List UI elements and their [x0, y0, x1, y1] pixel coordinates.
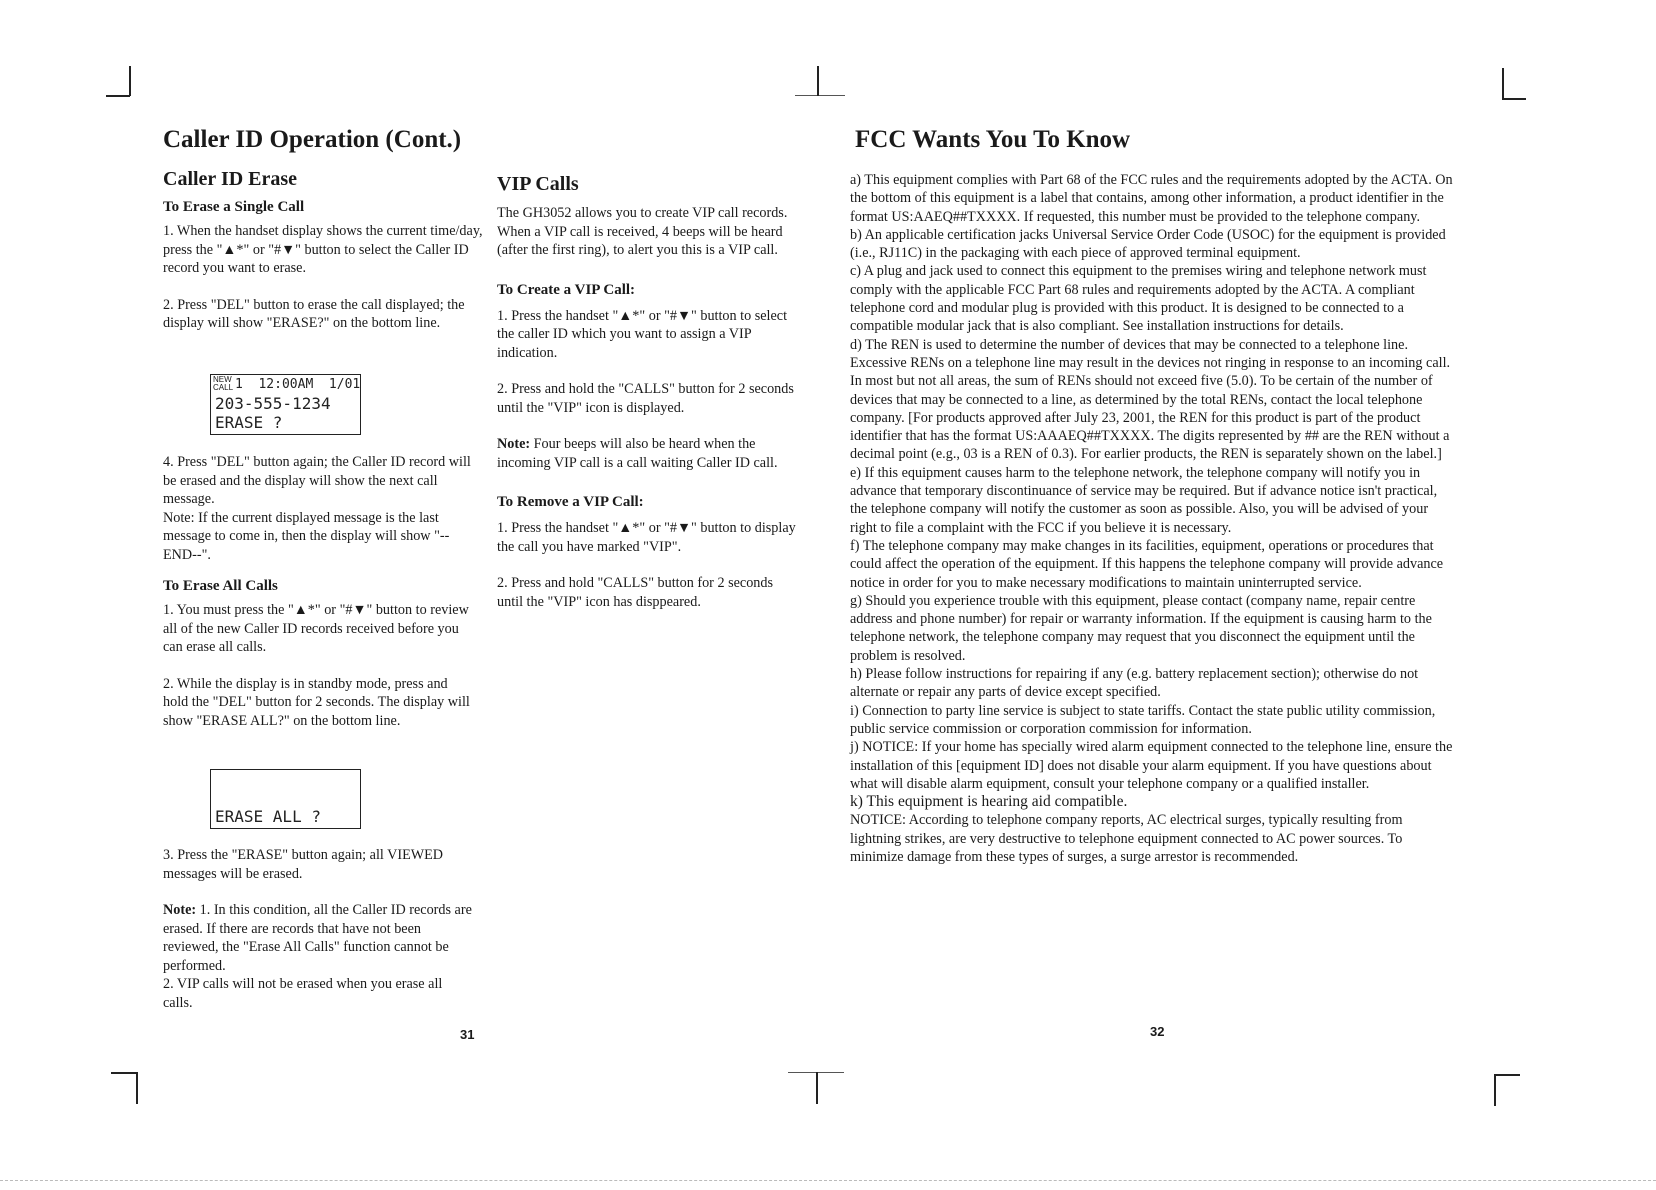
new-call-indicator: NEW CALL	[213, 375, 234, 392]
section-heading-caller-id-erase: Caller ID Erase	[163, 168, 298, 190]
page-number-right: 32	[1150, 1024, 1165, 1039]
fcc-item: h) Please follow instructions for repairing if any (e.g. battery replacement section); otherwise do not alternate or repair any parts of device except specified.	[850, 666, 1419, 701]
fcc-item: k) This equipment is hearing aid compatible.	[850, 793, 1128, 811]
note-line: 1. In this condition, all the Caller ID records are erased. If there are records that have not been reviewed, the "Erase All Calls" function cannot be performed.	[163, 902, 472, 974]
subheading-erase-all: To Erase All Calls	[163, 578, 278, 594]
scan-dotted-line	[0, 1180, 1656, 1181]
step-text: 1. Press the handset "▲*" or "#▼" button to select the caller ID which you want to assign a VIP indication.	[497, 307, 788, 361]
page-title-left: Caller ID Operation (Cont.)	[163, 126, 462, 153]
step-text: 1. You must press the "▲*" or "#▼" button to review all of the new Caller ID records received before you can erase all calls.	[163, 602, 469, 655]
subheading-create-vip: To Create a VIP Call:	[497, 281, 636, 298]
page-number-left: 31	[460, 1027, 475, 1042]
fcc-item: e) If this equipment causes harm to the telephone network, the telephone company will notify you in advance that temporary discontinuance of service may be required. But if advance notice isn't practical, the telephone company will notify the customer as soon as possible. Also, you will be advised of your right to file a complaint with the FCC if you believe it is necessary.	[850, 464, 1438, 536]
caller-id-erase-column	[163, 168, 483, 333]
step-text: 2. Press "DEL" button to erase the call displayed; the display will show "ERASE?" on the bottom line.	[163, 296, 465, 331]
step-text: 4. Press "DEL" button again; the Caller ID record will be erased and the display will show the next call message.	[163, 454, 471, 507]
note-text: Note: If the current displayed message is the last message to come in, then the display will show "--END--".	[163, 509, 450, 563]
lcd-line-2: 203-555-1234	[215, 394, 331, 413]
fcc-notice: NOTICE: According to telephone company reports, AC electrical surges, typically resulting from lightning strikes, are very destructive to telephone equipment connected to AC power sources. To minimize damage from these types of surges, a surge arrestor is recommended.	[850, 812, 1403, 865]
step-text: 1. Press the handset "▲*" or "#▼" button to display the call you have marked "VIP".	[497, 520, 796, 555]
lcd-display-erase-all	[210, 769, 361, 829]
caller-id-erase-column-end	[163, 846, 473, 1012]
step-text: 2. Press and hold the "CALLS" button for 2 seconds until the "VIP" icon is displayed.	[497, 381, 794, 416]
note-label: Note:	[163, 902, 197, 918]
vip-intro: The GH3052 allows you to create VIP call records. When a VIP call is received, 4 beeps will be heard (after the first ring), to alert you this is a VIP call.	[497, 205, 788, 258]
lcd-line-1: 1 12:00AM 1/01	[235, 377, 361, 392]
fcc-notice-list	[850, 171, 1457, 866]
step-text: 2. Press and hold "CALLS" button for 2 seconds until the "VIP" icon has disppeared.	[497, 575, 774, 610]
note-label: Note:	[497, 436, 531, 452]
vip-calls-column	[497, 173, 802, 611]
fcc-item: c) A plug and jack used to connect this equipment to the premises wiring and telephone network must comply with the applicable FCC Part 68 rules and requirements adopted by the ACTA. A compliant telephone cord and modular plug is provided with this product. It is designed to be connected to a compatible modular jack that is also compliant. See installation instructions for details.	[850, 263, 1427, 335]
lcd-line-3: ERASE ALL ?	[215, 807, 321, 826]
section-heading-vip-calls: VIP Calls	[497, 173, 579, 195]
caller-id-erase-column-cont	[163, 453, 473, 730]
note-text	[497, 435, 802, 472]
fcc-item: a) This equipment complies with Part 68 of the FCC rules and the requirements adopted by the ACTA. On the bottom of this equipment is a label that contains, among other information, a product identifier in the format US:AAEQ##TXXXX. If requested, this number must be provided to the telephone company.	[850, 172, 1453, 225]
page-title-right: FCC Wants You To Know	[855, 126, 1131, 153]
note-text: 2. VIP calls will not be erased when you erase all calls.	[163, 976, 443, 1011]
lcd-line-3: ERASE ?	[215, 413, 283, 432]
subheading-erase-single: To Erase a Single Call	[163, 199, 305, 215]
note-body: Four beeps will also be heard when the incoming VIP call is a call waiting Caller ID call.	[497, 436, 778, 471]
fcc-item: i) Connection to party line service is subject to state tariffs. Contact the state public utility commission, public service commission or corporation commission for information.	[850, 702, 1436, 737]
subheading-remove-vip: To Remove a VIP Call:	[497, 494, 644, 510]
note-text	[163, 901, 473, 975]
fcc-item: b) An applicable certification jacks Universal Service Order Code (USOC) for the equipment is provided (i.e., RJ11C) in the packaging with each piece of approved terminal equipment.	[850, 226, 1446, 262]
step-text: 1. When the handset display shows the current time/day, press the "▲*" or "#▼" button to select the Caller ID record you want to erase.	[163, 223, 483, 276]
lcd-display-erase	[210, 374, 361, 435]
fcc-item: d) The REN is used to determine the number of devices that may be connected to a telephone line. Excessive RENs on a telephone line may result in the devices not ringing in response to an incoming call. In most but not all areas, the sum of RENs should not exceed five (5.0). To be certain of the number of devices that may be connected to a line, as determined by the total RENs, contact the local telephone company. [For products approved after July 23, 2001, the REN for this product is part of the product identifier that has the format US:AAAEQ##TXXXX. The digits represented by ## are the REN without a decimal point (e.g., 03 is a REN of 0.3). For earlier products, the REN is separately shown on the label.]	[850, 336, 1451, 463]
fcc-item: g) Should you experience trouble with this equipment, please contact (company name, repair centre address and phone number) for repair or warranty information. If the equipment is causing harm to the telephone network, the telephone company may request that you disconnect the equipment until the problem is resolved.	[850, 592, 1432, 664]
fcc-item: f) The telephone company may make changes in its facilities, equipment, operations or procedures that could affect the operation of the equipment. If this happens the telephone company will provide advance notice in order for you to make necessary modifications to maintain uninterrupted service.	[850, 537, 1444, 591]
step-text: 3. Press the "ERASE" button again; all VIEWED messages will be erased.	[163, 847, 444, 882]
step-text: 2. While the display is in standby mode, press and hold the "DEL" button for 2 seconds. The display will show "ERASE ALL?" on the bottom line.	[163, 675, 470, 729]
fcc-item: j) NOTICE: If your home has specially wired alarm equipment connected to the telephone line, ensure the installation of this [equipment ID] does not disable your alarm equipment. If you have questions about what will disable alarm equipment, consult your telephone company or a qualified installer.	[850, 739, 1453, 792]
